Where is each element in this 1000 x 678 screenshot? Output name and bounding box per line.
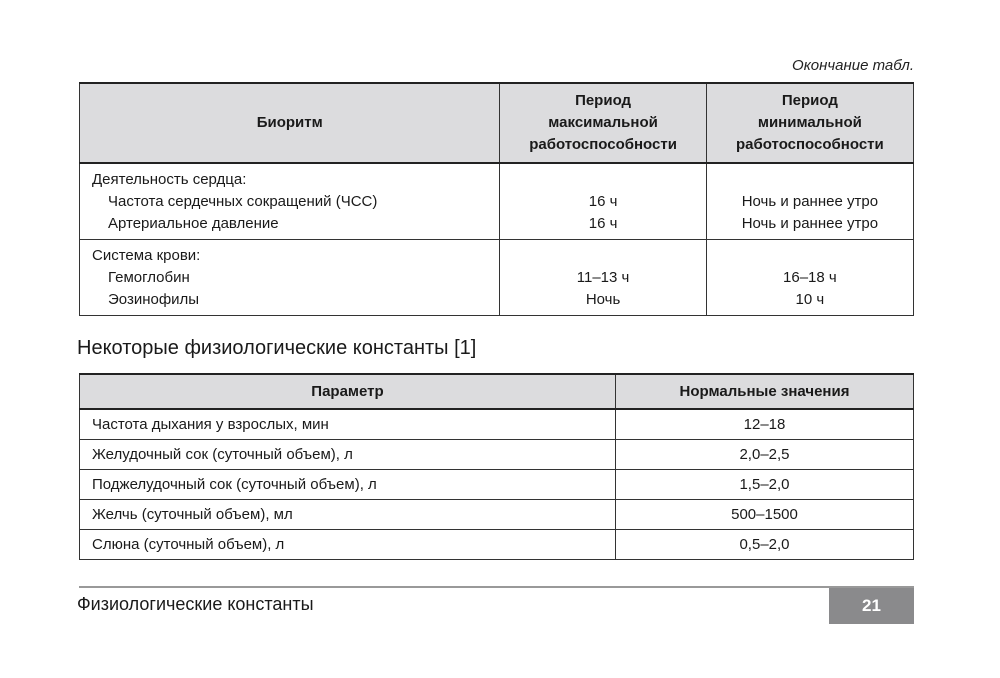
group-title: Деятельность сердца: <box>92 171 247 188</box>
row-max: 16 ч <box>588 215 618 232</box>
group-cell-heart <box>80 163 500 240</box>
header-line: минимальной <box>757 114 862 131</box>
page-number: 21 <box>829 588 914 624</box>
row-max: 16 ч <box>588 193 618 210</box>
table-row <box>80 470 914 500</box>
footer-divider <box>79 586 914 588</box>
group-min-blood <box>706 240 913 316</box>
footer-title: Физиологические константы <box>77 594 314 614</box>
row-min: 16–18 ч <box>783 269 837 286</box>
row-max: 11–13 ч <box>576 269 630 286</box>
value-cell: 0,5–2,0 <box>616 530 914 560</box>
header-line: Период <box>781 92 838 109</box>
spacer <box>512 169 693 191</box>
header-biorhythm: Биоритм <box>80 83 500 163</box>
row-min: Ночь и раннее утро <box>741 193 879 210</box>
value-cell: 2,0–2,5 <box>616 440 914 470</box>
spacer <box>512 245 693 267</box>
header-line: Период <box>575 92 632 109</box>
group-title: Система крови: <box>92 247 201 264</box>
param-cell: Частота дыхания у взрослых, мин <box>80 409 616 440</box>
header-line: максимальной <box>548 114 658 131</box>
table-row <box>80 440 914 470</box>
group-min-heart <box>706 163 913 240</box>
table-header-row <box>80 83 914 163</box>
table-row <box>80 530 914 560</box>
section-title: Некоторые физиологические константы [1] <box>77 337 477 359</box>
table-header-row <box>80 374 914 409</box>
param-cell: Слюна (суточный объем), л <box>80 530 616 560</box>
spacer <box>719 169 901 191</box>
group-cell-blood <box>80 240 500 316</box>
group-max-blood <box>500 240 706 316</box>
row-max: Ночь <box>585 291 621 308</box>
table-row <box>80 409 914 440</box>
row-name: Гемоглобин <box>108 269 190 286</box>
biorhythm-table <box>79 82 914 316</box>
table-row <box>80 163 914 240</box>
row-min: 10 ч <box>795 291 825 308</box>
header-parameter: Параметр <box>80 374 616 409</box>
constants-table <box>79 373 914 560</box>
row-name: Частота сердечных сокращений (ЧСС) <box>108 193 378 210</box>
row-name: Эозинофилы <box>108 291 200 308</box>
row-min: Ночь и раннее утро <box>741 215 879 232</box>
row-name: Артериальное давление <box>108 215 279 232</box>
value-cell: 1,5–2,0 <box>616 470 914 500</box>
param-cell: Желчь (суточный объем), мл <box>80 500 616 530</box>
param-cell: Желудочный сок (суточный объем), л <box>80 440 616 470</box>
group-max-heart <box>500 163 706 240</box>
spacer <box>719 245 901 267</box>
table-row <box>80 240 914 316</box>
table-row <box>80 500 914 530</box>
header-min-period <box>706 83 913 163</box>
value-cell: 12–18 <box>616 409 914 440</box>
continuation-note: Окончание табл. <box>792 57 914 74</box>
value-cell: 500–1500 <box>616 500 914 530</box>
header-line: работоспособности <box>735 136 884 153</box>
header-max-period <box>500 83 706 163</box>
header-normal-values: Нормальные значения <box>616 374 914 409</box>
param-cell: Поджелудочный сок (суточный объем), л <box>80 470 616 500</box>
header-line: работоспособности <box>529 136 677 153</box>
